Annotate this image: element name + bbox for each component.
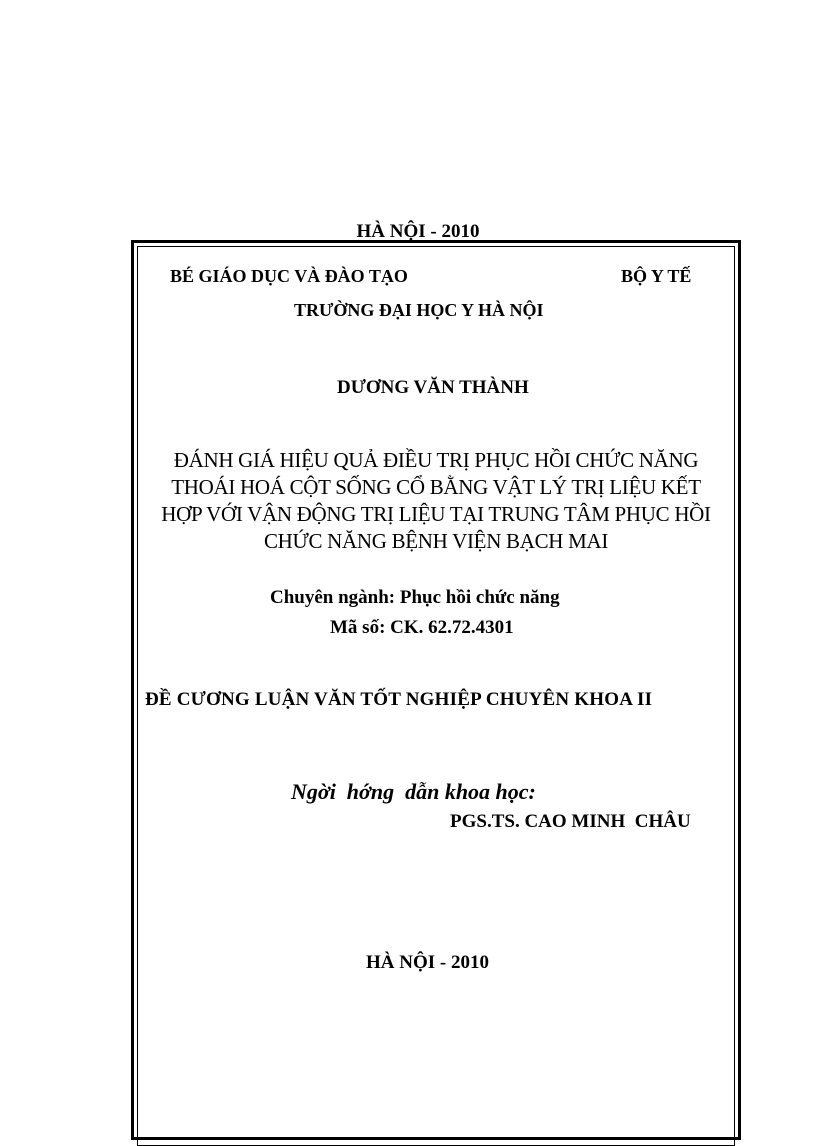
top-place-date: HÀ NỘI - 2010 xyxy=(356,221,480,242)
author-name: DƯƠNG VĂN THÀNH xyxy=(337,377,529,398)
advisor-name: PGS.TS. CAO MINH CHÂU xyxy=(450,811,691,832)
university-name: TRƯỜNG ĐẠI HỌC Y HÀ NỘI xyxy=(294,300,544,320)
document-type: ĐỀ CƯƠNG LUẬN VĂN TỐT NGHIỆP CHUYÊN KHOA II xyxy=(145,689,653,710)
thesis-title-line: HỢP VỚI VẬN ĐỘNG TRỊ LIỆU TẠI TRUNG TÂM PHỤC HỒI xyxy=(161,502,711,526)
thesis-title-line: CHỨC NĂNG BỆNH VIỆN BẠCH MAI xyxy=(263,529,609,553)
thesis-title xyxy=(138,447,734,555)
bottom-place-date: HÀ NỘI - 2010 xyxy=(366,952,489,973)
specialty: Chuyên ngành: Phục hồi chức năng xyxy=(270,587,560,608)
ministry-left: BÉ GIÁO DỤC VÀ ĐÀO TẠO xyxy=(170,266,408,286)
thesis-title-line: ĐÁNH GIÁ HIỆU QUẢ ĐIỀU TRỊ PHỤC HỒI CHỨC NĂNG xyxy=(173,448,699,472)
ministry-right: BỘ Y TẾ xyxy=(621,266,692,286)
advisor-label: Ngời hớng dẫn khoa học: xyxy=(291,779,536,804)
thesis-title-line: THOÁI HOÁ CỘT SỐNG CỔ BẰNG VẬT LÝ TRỊ LIỆU KẾT xyxy=(171,475,701,499)
specialty-code: Mã số: CK. 62.72.4301 xyxy=(330,617,514,638)
